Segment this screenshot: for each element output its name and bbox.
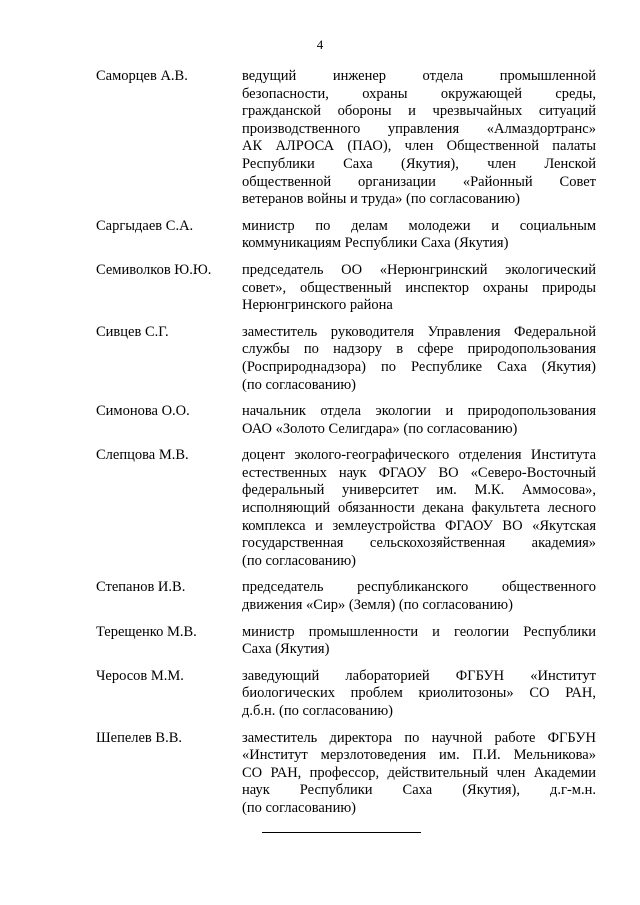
member-position bbox=[242, 624, 596, 659]
list-item bbox=[96, 262, 596, 315]
position-text-line: д.б.н. (по согласованию) bbox=[242, 703, 394, 719]
page-number: 4 bbox=[316, 37, 324, 52]
position-text-line: исполняющий обязанности декана факультета лесного bbox=[242, 500, 596, 517]
position-text-line: министр по делам молодежи и социальным bbox=[242, 217, 596, 234]
position-text-line: ведущий инженер отдела промышленной bbox=[242, 68, 596, 84]
position-text-line: заместитель руководителя Управления Федеральной bbox=[242, 323, 596, 340]
position-text-line: (Росприроднадзора) по Республике Саха (Якутия) bbox=[242, 358, 596, 375]
member-position bbox=[242, 579, 596, 614]
position-text-line: комплекса и землеустройства ФГАОУ ВО «Якутская bbox=[242, 517, 596, 534]
list-item bbox=[96, 624, 596, 659]
position-text-line: министр промышленности и геологии Республики bbox=[242, 623, 596, 640]
position-text-line: Саха (Якутия) bbox=[242, 641, 330, 658]
position-text-line: движения «Сир» (Земля) (по согласованию) bbox=[242, 597, 513, 614]
member-position bbox=[242, 68, 596, 209]
position-text-line: АК АЛРОСА (ПАО), член Общественной палаты bbox=[242, 138, 596, 155]
member-name: Степанов И.В. bbox=[96, 579, 186, 596]
list-item bbox=[96, 579, 596, 614]
position-text-line: заместитель директора по научной работе ФГБУН bbox=[242, 729, 596, 746]
position-text-line: биологических проблем криолитозоны» СО РАН, bbox=[242, 685, 596, 702]
list-item bbox=[96, 668, 596, 721]
position-text-line: естественных наук ФГАОУ ВО «Северо-Восточный bbox=[242, 464, 596, 481]
member-name: Семиволков Ю.Ю. bbox=[96, 261, 212, 278]
member-name: Симонова О.О. bbox=[96, 403, 190, 420]
position-text-line: «Институт мерзлотоведения им. П.И. Мельникова» bbox=[242, 747, 596, 764]
position-text-line: государственная сельскохозяйственная академия» bbox=[242, 535, 596, 552]
position-text-line: Республики Саха (Якутия), член Ленской bbox=[242, 155, 596, 172]
list-item bbox=[96, 218, 596, 253]
member-name: Шепелев В.В. bbox=[96, 729, 182, 746]
position-text-line: СО РАН, профессор, действительный член Академии bbox=[242, 764, 596, 781]
position-text-line: (по согласованию) bbox=[242, 552, 356, 569]
member-name: Саргыдаев С.А. bbox=[96, 217, 194, 234]
position-text-line: председатель республиканского общественного bbox=[242, 579, 596, 596]
member-position bbox=[242, 262, 596, 315]
position-text-line: общественной организации «Районный Совет bbox=[242, 173, 596, 190]
position-text-line: начальник отдела экологии и природопользования bbox=[242, 403, 596, 420]
member-name: Слепцова М.В. bbox=[96, 447, 189, 464]
end-divider-line bbox=[262, 832, 421, 833]
position-text-line: Нерюнгринского района bbox=[242, 297, 393, 314]
member-position bbox=[242, 447, 596, 570]
position-text-line: безопасности, охраны окружающей среды, bbox=[242, 85, 596, 102]
position-text-line: (по согласованию) bbox=[242, 376, 356, 393]
position-text-line: (по согласованию) bbox=[242, 799, 356, 816]
member-position bbox=[242, 218, 596, 253]
member-name: Сивцев С.Г. bbox=[96, 323, 169, 340]
position-text-line: службы по надзору в сфере природопользования bbox=[242, 341, 596, 358]
list-item bbox=[96, 324, 596, 394]
member-position bbox=[242, 730, 596, 818]
list-item bbox=[96, 68, 596, 209]
position-text-line: доцент эколого-географического отделения Института bbox=[242, 447, 596, 464]
member-list bbox=[96, 68, 596, 827]
list-item bbox=[96, 730, 596, 818]
position-text-line: заведующий лабораторией ФГБУН «Институт bbox=[242, 667, 596, 684]
position-text-line: производственного управления «Алмаздортранс» bbox=[242, 120, 596, 137]
position-text-line: совет», общественный инспектор охраны природы bbox=[242, 279, 596, 296]
list-item bbox=[96, 403, 596, 438]
position-text-line: федеральный университет им. М.К. Аммосова», bbox=[242, 482, 596, 499]
position-text-line: ОАО «Золото Селигдара» (по согласованию) bbox=[242, 420, 518, 437]
list-item bbox=[96, 447, 596, 570]
position-text-line: председатель ОО «Нерюнгринский экологический bbox=[242, 261, 596, 278]
member-name: Черосов М.М. bbox=[96, 667, 184, 684]
position-text-line: ветеранов войны и труда» (по согласованию) bbox=[242, 191, 520, 208]
position-text-line: коммуникациям Республики Саха (Якутия) bbox=[242, 235, 509, 252]
member-name: Терещенко М.В. bbox=[96, 623, 197, 640]
member-position bbox=[242, 668, 596, 721]
position-text-line: гражданской обороны и чрезвычайных ситуаций bbox=[242, 103, 596, 120]
position-text-line: наук Республики Саха (Якутия), д.г-м.н. bbox=[242, 782, 596, 799]
member-position bbox=[242, 324, 596, 394]
member-position bbox=[242, 403, 596, 438]
member-name: Саморцев А.В. bbox=[96, 68, 188, 84]
